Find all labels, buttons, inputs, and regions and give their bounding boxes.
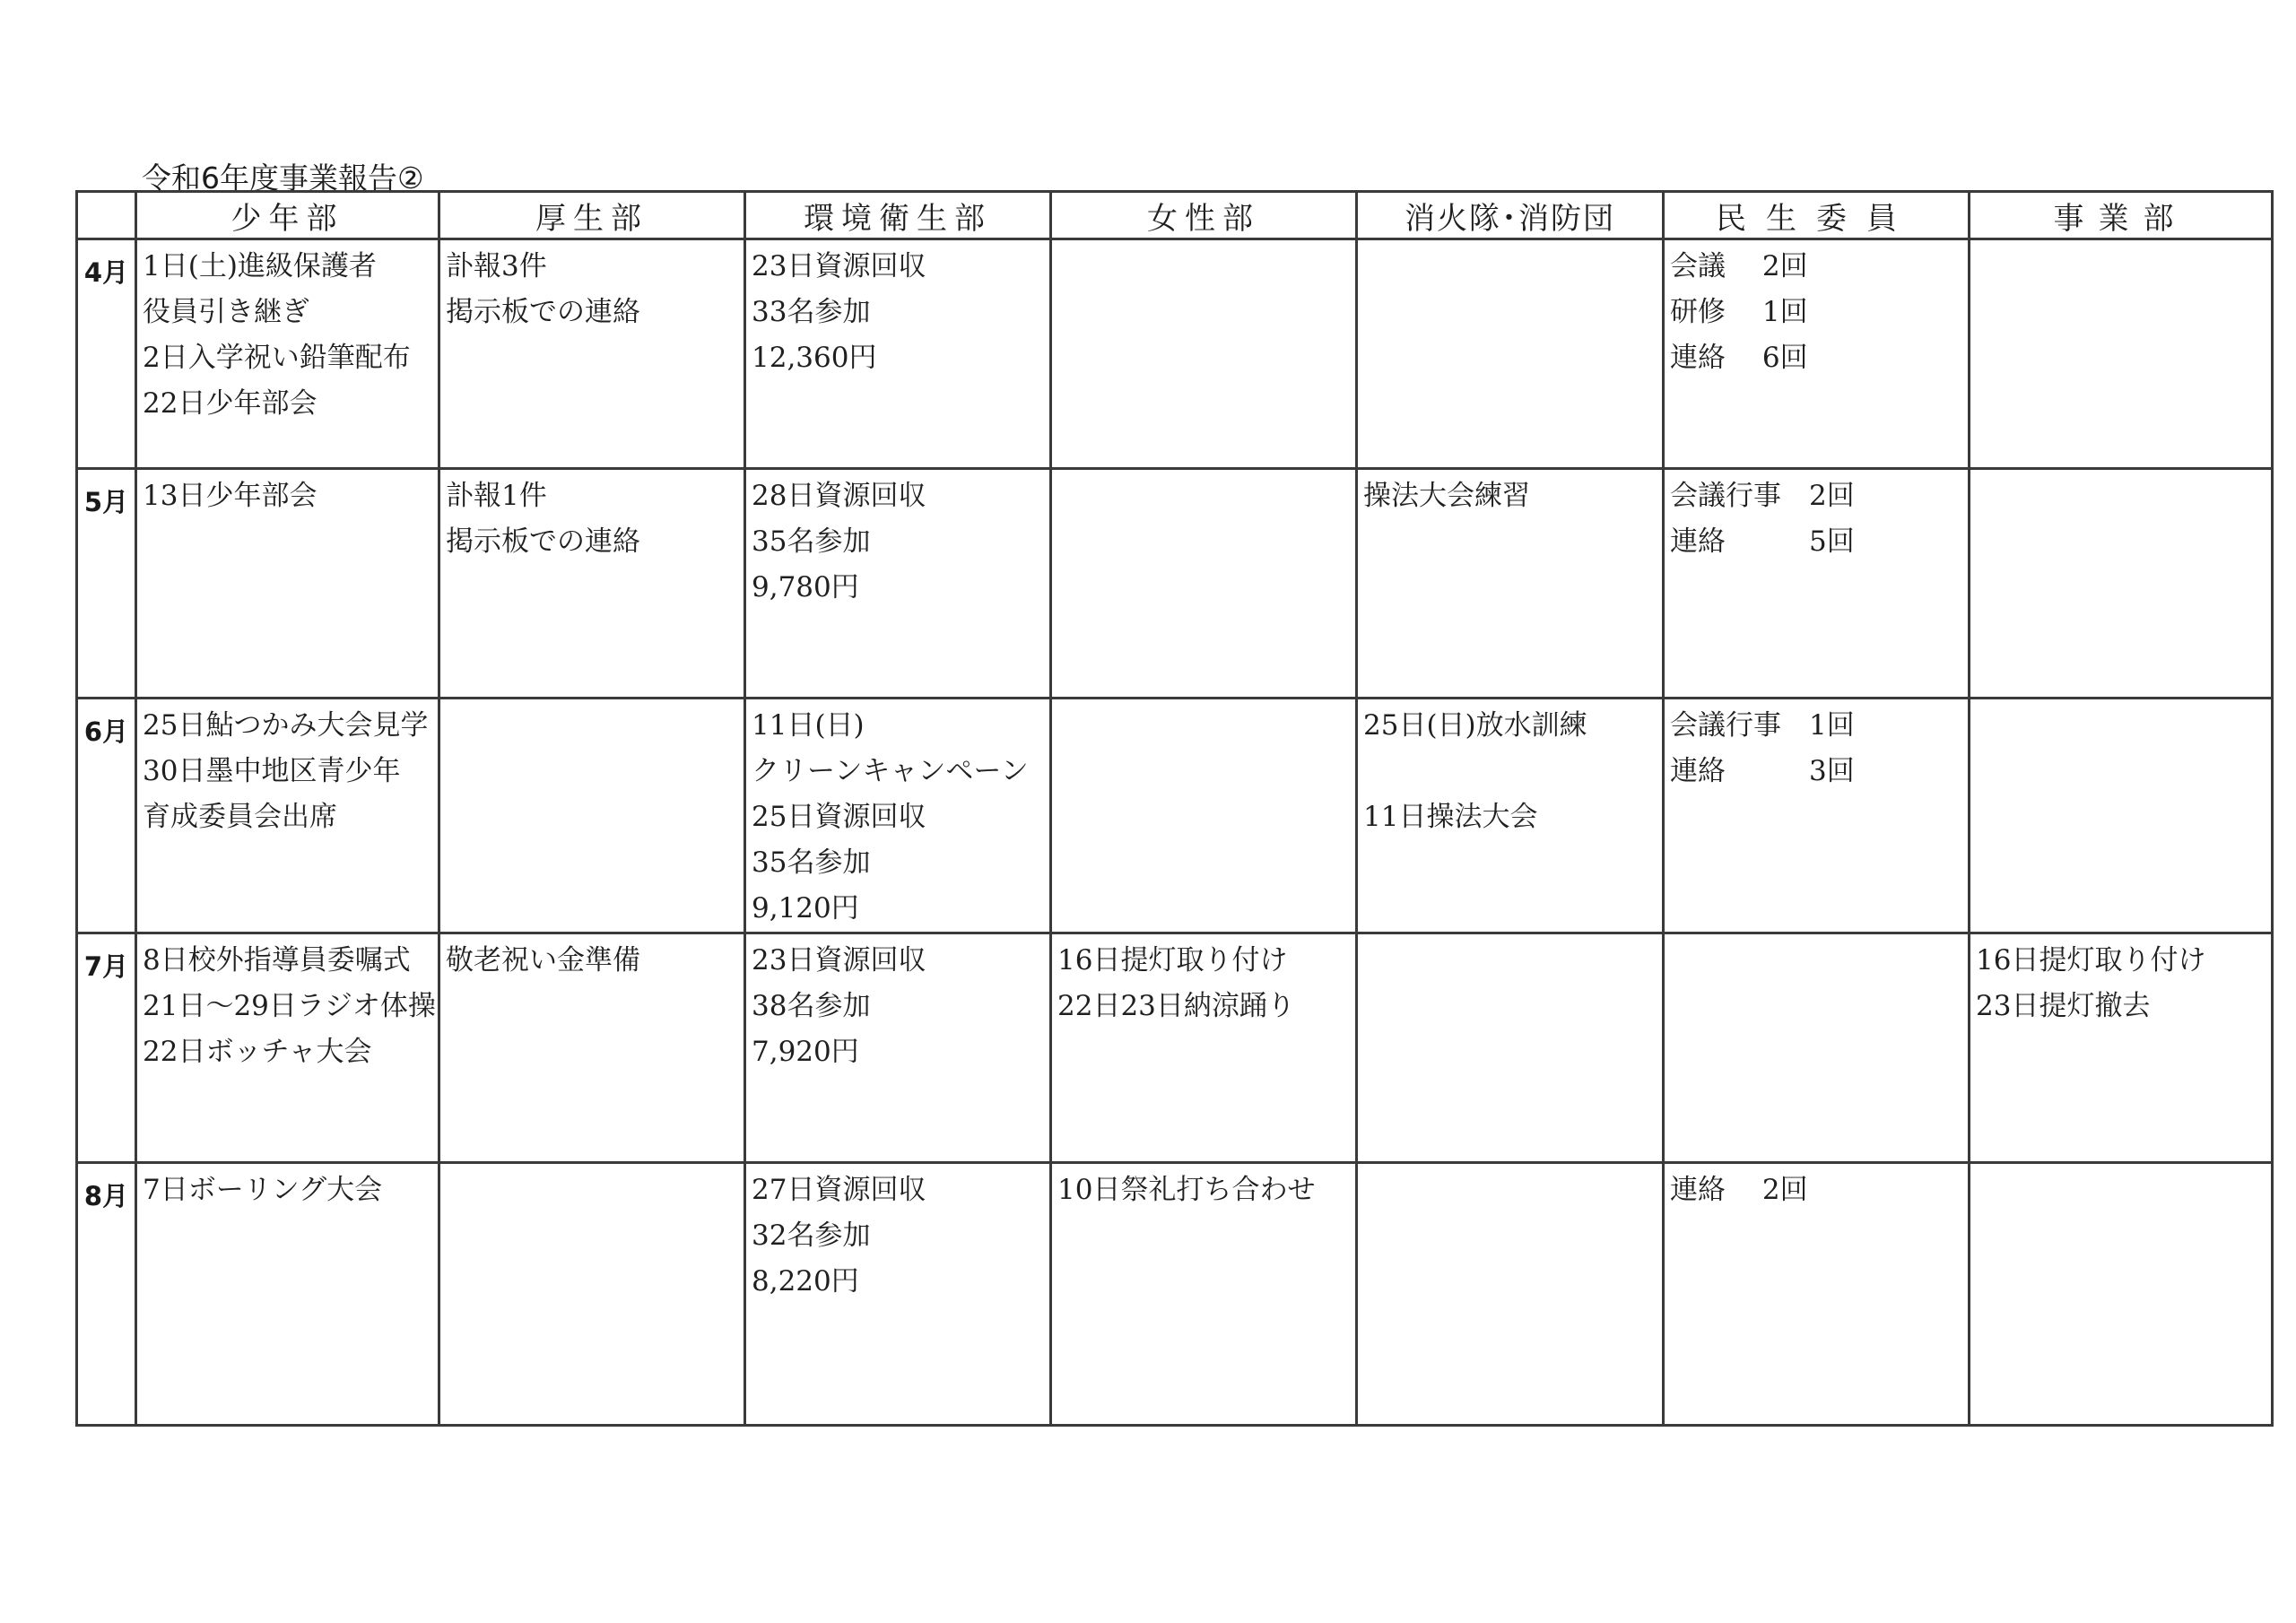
cell-jigyo bbox=[1970, 933, 2273, 1163]
cell-text-line: 10日祭礼打ち合わせ bbox=[1057, 1174, 1316, 1206]
cell-text-line: 28日資源回収 bbox=[752, 480, 926, 512]
cell-text-line: 会議 2回 bbox=[1670, 250, 1808, 282]
cell-kosei bbox=[439, 469, 745, 699]
cell-minsei bbox=[1664, 699, 1970, 933]
cell-text-line: 訃報3件 bbox=[446, 250, 547, 282]
table-row bbox=[77, 469, 2273, 699]
cell-text-line: クリーンキャンペーン bbox=[752, 755, 1029, 787]
cell-kankyo bbox=[745, 699, 1051, 933]
cell-text-line: 32名参加 bbox=[752, 1219, 871, 1252]
cell-minsei bbox=[1664, 1163, 1970, 1426]
header-month-corner bbox=[77, 192, 136, 239]
cell-text-line: 敬老祝い金準備 bbox=[446, 944, 640, 976]
cell-shoka bbox=[1357, 469, 1664, 699]
header-minsei: 民生委員 bbox=[1664, 192, 1970, 239]
header-shonen: 少年部 bbox=[136, 192, 439, 239]
cell-text-line: 掲示板での連絡 bbox=[446, 296, 640, 328]
cell-text-line: 役員引き継ぎ bbox=[143, 296, 309, 328]
table-row bbox=[77, 1163, 2273, 1426]
cell-text-line: 連絡 2回 bbox=[1670, 1174, 1808, 1206]
cell-text-line: 35名参加 bbox=[752, 846, 871, 879]
cell-text-line: 連絡 6回 bbox=[1670, 342, 1808, 374]
cell-text-line: 23日資源回収 bbox=[752, 250, 926, 282]
cell-kosei bbox=[439, 1163, 745, 1426]
cell-text-line: 研修 1回 bbox=[1670, 296, 1808, 328]
cell-shonen bbox=[136, 699, 439, 933]
cell-text-line: 23日提灯撤去 bbox=[1976, 990, 2151, 1022]
cell-text-line: 9,780円 bbox=[752, 571, 859, 603]
document-title: 令和6年度事業報告② bbox=[142, 161, 424, 195]
cell-shonen bbox=[136, 1163, 439, 1426]
cell-text-line: 会議行事 1回 bbox=[1670, 709, 1855, 742]
cell-text-line: 7,920円 bbox=[752, 1036, 859, 1068]
month-cell: 6月 bbox=[77, 699, 136, 933]
header-shoka: 消火隊･消防団 bbox=[1357, 192, 1664, 239]
cell-text-line: 23日資源回収 bbox=[752, 944, 926, 976]
header-kosei: 厚生部 bbox=[439, 192, 745, 239]
cell-text-line: 25日鮎つかみ大会見学 bbox=[143, 709, 429, 742]
cell-text-line: 連絡 3回 bbox=[1670, 755, 1855, 787]
cell-kankyo bbox=[745, 469, 1051, 699]
cell-shonen bbox=[136, 469, 439, 699]
cell-text-line: 9,120円 bbox=[752, 892, 859, 924]
cell-text-line: 2日入学祝い鉛筆配布 bbox=[143, 342, 411, 374]
cell-josei bbox=[1051, 469, 1357, 699]
cell-josei bbox=[1051, 239, 1357, 469]
cell-text-line: 22日少年部会 bbox=[143, 387, 317, 420]
cell-jigyo bbox=[1970, 239, 2273, 469]
cell-text-line: 33名参加 bbox=[752, 296, 871, 328]
cell-shonen bbox=[136, 933, 439, 1163]
cell-text-line: 11日(日) bbox=[752, 709, 865, 742]
cell-kosei bbox=[439, 699, 745, 933]
cell-text-line: 会議行事 2回 bbox=[1670, 480, 1855, 512]
month-cell: 7月 bbox=[77, 933, 136, 1163]
header-jigyo: 事業部 bbox=[1970, 192, 2273, 239]
cell-text-line: 掲示板での連絡 bbox=[446, 525, 640, 558]
table-row bbox=[77, 699, 2273, 933]
cell-kosei bbox=[439, 933, 745, 1163]
cell-text-line: 8,220円 bbox=[752, 1265, 859, 1298]
cell-text-line: 12,360円 bbox=[752, 342, 877, 374]
cell-kankyo bbox=[745, 239, 1051, 469]
cell-text-line: 22日23日納涼踊り bbox=[1057, 990, 1295, 1022]
cell-josei bbox=[1051, 1163, 1357, 1426]
header-kankyo: 環境衛生部 bbox=[745, 192, 1051, 239]
cell-josei bbox=[1051, 699, 1357, 933]
cell-text-line: 1日(土)進級保護者 bbox=[143, 250, 377, 282]
cell-shoka bbox=[1357, 933, 1664, 1163]
cell-text-line: 連絡 5回 bbox=[1670, 525, 1855, 558]
cell-minsei bbox=[1664, 933, 1970, 1163]
cell-shoka bbox=[1357, 1163, 1664, 1426]
cell-text-line: 35名参加 bbox=[752, 525, 871, 558]
cell-josei bbox=[1051, 933, 1357, 1163]
business-report-table bbox=[75, 190, 2274, 1427]
cell-text-line: 27日資源回収 bbox=[752, 1174, 926, 1206]
cell-kankyo bbox=[745, 1163, 1051, 1426]
cell-text-line: 25日資源回収 bbox=[752, 801, 926, 833]
cell-text-line: 22日ボッチャ大会 bbox=[143, 1036, 372, 1068]
cell-text-line: 操法大会練習 bbox=[1363, 480, 1530, 512]
cell-text-line: 21日～29日ラジオ体操 bbox=[143, 990, 436, 1022]
header-josei: 女性部 bbox=[1051, 192, 1357, 239]
cell-jigyo bbox=[1970, 1163, 2273, 1426]
table-row bbox=[77, 239, 2273, 469]
cell-text-line: 8日校外指導員委嘱式 bbox=[143, 944, 411, 976]
cell-text-line: 11日操法大会 bbox=[1363, 801, 1538, 833]
cell-text-line: 16日提灯取り付け bbox=[1057, 944, 1288, 976]
cell-shoka bbox=[1357, 699, 1664, 933]
month-cell: 4月 bbox=[77, 239, 136, 469]
header-row bbox=[77, 192, 2273, 239]
cell-text-line: 16日提灯取り付け bbox=[1976, 944, 2206, 976]
cell-text-line: 13日少年部会 bbox=[143, 480, 317, 512]
cell-jigyo bbox=[1970, 699, 2273, 933]
table-row bbox=[77, 933, 2273, 1163]
cell-kankyo bbox=[745, 933, 1051, 1163]
cell-minsei bbox=[1664, 469, 1970, 699]
month-cell: 8月 bbox=[77, 1163, 136, 1426]
cell-minsei bbox=[1664, 239, 1970, 469]
cell-text-line: 7日ボーリング大会 bbox=[143, 1174, 383, 1206]
month-cell: 5月 bbox=[77, 469, 136, 699]
cell-shoka bbox=[1357, 239, 1664, 469]
cell-jigyo bbox=[1970, 469, 2273, 699]
cell-kosei bbox=[439, 239, 745, 469]
cell-text-line: 38名参加 bbox=[752, 990, 871, 1022]
cell-text-line: 30日墨中地区青少年 bbox=[143, 755, 401, 787]
cell-text-line: 育成委員会出席 bbox=[143, 801, 337, 833]
cell-shonen bbox=[136, 239, 439, 469]
cell-text-line: 25日(日)放水訓練 bbox=[1363, 709, 1587, 742]
cell-text-line bbox=[1358, 749, 1662, 794]
cell-text-line: 訃報1件 bbox=[446, 480, 547, 512]
